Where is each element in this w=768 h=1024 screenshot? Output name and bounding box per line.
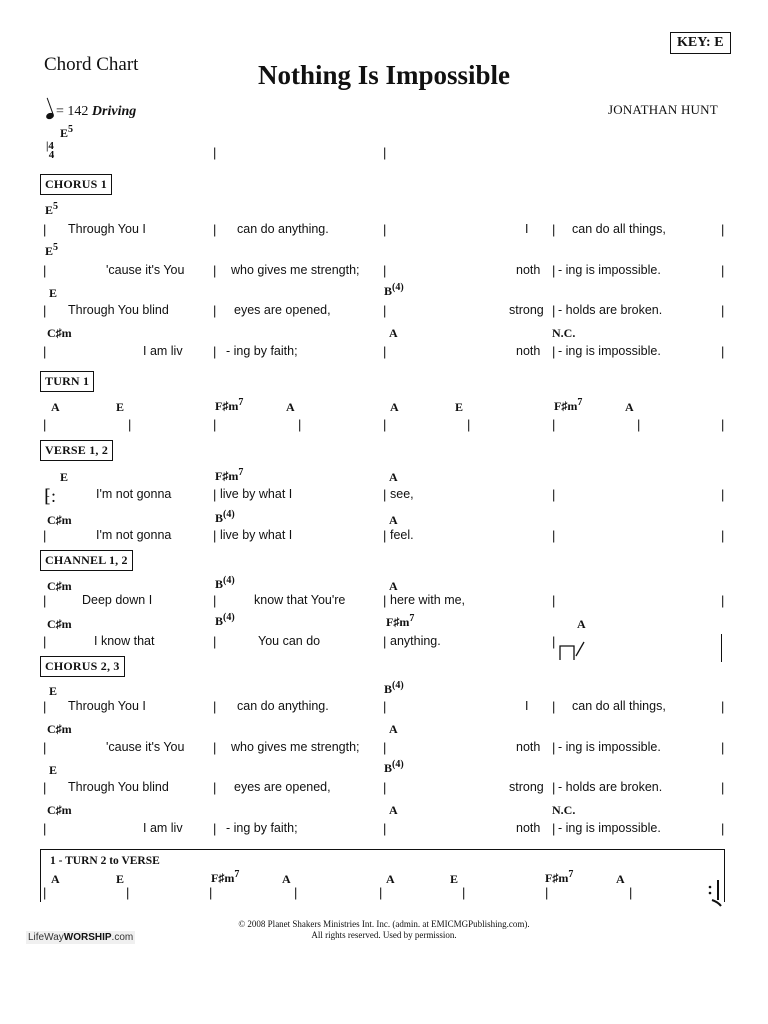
barline: | <box>467 417 471 432</box>
lyric: - ing by faith; <box>226 821 298 835</box>
chord: E <box>116 872 125 886</box>
barline: | <box>721 303 725 318</box>
lyric: I <box>525 222 529 236</box>
lyric: eyes are opened, <box>234 780 331 794</box>
barline: | <box>43 263 47 278</box>
lyric: I'm not gonna <box>96 487 172 501</box>
barline: | <box>552 699 556 714</box>
barline: | <box>43 528 47 543</box>
barline: | <box>637 417 641 432</box>
barline: | <box>552 303 556 318</box>
chord: C♯m <box>47 326 72 340</box>
lyric: who gives me strength; <box>231 740 360 754</box>
barline: | <box>552 487 556 502</box>
chord: $F♯m^7$ <box>215 467 244 483</box>
chord: $F♯m^7$ <box>545 869 574 885</box>
lyric: Through You blind <box>68 780 169 794</box>
chord: $B^{(4)}$ <box>215 509 235 525</box>
lyric: who gives me strength; <box>231 263 360 277</box>
barline: | <box>721 222 725 237</box>
barline: | <box>213 417 217 432</box>
lyric: noth <box>516 263 541 277</box>
chord: N.C. <box>552 803 576 817</box>
chord: A <box>51 400 60 414</box>
chord: C♯m <box>47 803 72 817</box>
chord: A <box>386 872 395 886</box>
ending-label: 1 - TURN 2 to VERSE <box>50 855 160 867</box>
lyric: I'm not gonna <box>96 528 172 542</box>
key-badge: KEY: E <box>670 32 731 54</box>
lyric: live by what I <box>220 487 293 501</box>
copyright-line: © 2008 Planet Shakers Ministries Int. Inc. (admin. at EMICMGPublishing.com). <box>238 919 530 929</box>
chord: $F♯m^7$ <box>215 397 244 413</box>
barline: | <box>213 487 217 502</box>
chord: $B^{(4)}$ <box>384 680 404 696</box>
barline: | <box>383 821 387 836</box>
quarter-note-icon <box>45 112 55 120</box>
barline: | <box>721 487 725 502</box>
barline: | <box>298 417 302 432</box>
chord: $F♯m^7$ <box>211 869 240 885</box>
barline: | <box>552 417 556 432</box>
chord: N.C. <box>552 326 576 340</box>
chord: A <box>616 872 625 886</box>
lyric: - ing is impossible. <box>558 344 661 358</box>
section-label-chorus-2-3: CHORUS 2, 3 <box>40 656 125 677</box>
barline: | <box>552 780 556 795</box>
barline: | <box>43 634 47 649</box>
barline: | <box>383 222 387 237</box>
composer-name: JONATHAN HUNT <box>608 102 718 117</box>
barline: | <box>552 821 556 836</box>
barline: | <box>213 821 217 836</box>
barline: | <box>552 634 556 649</box>
chord: $E^5$ <box>60 124 74 140</box>
lyric: - ing is impossible. <box>558 263 661 277</box>
chord: A <box>389 326 398 340</box>
chord: A <box>389 579 398 593</box>
lyric: I know that <box>94 634 155 648</box>
barline: | <box>209 885 213 900</box>
repeat-start-icon: ⁅: <box>44 486 57 506</box>
barline: | <box>43 593 47 608</box>
tempo-value: = 142 <box>56 104 89 119</box>
chord: E <box>49 763 58 777</box>
chord: A <box>389 803 398 817</box>
barline: | <box>721 528 725 543</box>
lyric: You can do <box>258 634 321 648</box>
barline: | <box>43 222 47 237</box>
barline: | <box>383 593 387 608</box>
barline: | <box>128 417 132 432</box>
lyric: eyes are opened, <box>234 303 331 317</box>
chord: A <box>625 400 634 414</box>
barline: | <box>552 593 556 608</box>
barline: | <box>383 344 387 359</box>
barline: | <box>213 699 217 714</box>
chord: A <box>577 617 586 631</box>
barline: | <box>213 222 217 237</box>
barline: | <box>552 222 556 237</box>
barline: | <box>213 344 217 359</box>
barline: | <box>43 780 47 795</box>
barline: | <box>43 303 47 318</box>
lyric: Through You blind <box>68 303 169 317</box>
chord: A <box>286 400 295 414</box>
chord: $B^{(4)}$ <box>384 282 404 298</box>
lyric: can do anything. <box>237 699 329 713</box>
barline: | <box>383 417 387 432</box>
barline: | <box>294 885 298 900</box>
lyric: live by what I <box>220 528 293 542</box>
section-label-chorus-1: CHORUS 1 <box>40 174 112 195</box>
barline: | <box>43 885 47 900</box>
lyric: noth <box>516 344 541 358</box>
chord: E <box>450 872 459 886</box>
barline: | <box>721 740 725 755</box>
lyric: - holds are broken. <box>558 780 663 794</box>
chord: E <box>49 286 58 300</box>
barline: | <box>213 740 217 755</box>
barline: | <box>43 344 47 359</box>
chord: E <box>116 400 125 414</box>
chord: C♯m <box>47 617 72 631</box>
lyric: strong <box>509 780 544 794</box>
chord: $B^{(4)}$ <box>215 575 235 591</box>
lyric: Deep down I <box>82 593 153 607</box>
lyric: I am liv <box>143 821 183 835</box>
barline: | <box>462 885 466 900</box>
barline: | <box>721 780 725 795</box>
barline: | <box>383 303 387 318</box>
lyric: noth <box>516 740 541 754</box>
barline: | <box>721 821 725 836</box>
barline: | <box>721 593 725 608</box>
chord: A <box>389 722 398 736</box>
chord: A <box>390 400 399 414</box>
section-label-verse: VERSE 1, 2 <box>40 440 113 461</box>
barline: | <box>43 821 47 836</box>
lyric: anything. <box>390 634 441 648</box>
barline: | <box>721 699 725 714</box>
barline: | <box>721 417 725 432</box>
section-label-turn-1: TURN 1 <box>40 371 94 392</box>
song-title: Nothing Is Impossible <box>257 60 511 90</box>
chord: A <box>389 513 398 527</box>
lyric: know that You're <box>254 593 346 607</box>
time-signature: |4 4 <box>46 140 55 161</box>
barline: | <box>383 740 387 755</box>
barline: | <box>383 699 387 714</box>
barline: | <box>213 145 217 160</box>
barline: | <box>43 417 47 432</box>
publisher-logo: LifeWayWORSHIP.com <box>28 932 134 943</box>
barline: | <box>43 740 47 755</box>
barline: | <box>721 263 725 278</box>
push-accent-icon <box>558 636 588 662</box>
lyric: - ing is impossible. <box>558 821 661 835</box>
lyric: - ing by faith; <box>226 344 298 358</box>
barline: | <box>383 263 387 278</box>
chord: $F♯m^7$ <box>554 397 583 413</box>
lyric: 'cause it's You <box>106 740 185 754</box>
barline: | <box>383 145 387 160</box>
chord: C♯m <box>47 722 72 736</box>
barline: | <box>383 780 387 795</box>
chord: $B^{(4)}$ <box>384 759 404 775</box>
lyric: - ing is impossible. <box>558 740 661 754</box>
lyric: Through You I <box>68 222 146 236</box>
barline: | <box>721 344 725 359</box>
barline: | <box>383 487 387 502</box>
barline: | <box>552 528 556 543</box>
tempo-style: Driving <box>91 104 137 119</box>
barline: | <box>213 634 217 649</box>
barline: | <box>213 528 217 543</box>
section-label-channel: CHANNEL 1, 2 <box>40 550 133 571</box>
tempo-marking <box>46 104 136 120</box>
lyric: I am liv <box>143 344 183 358</box>
lyric: can do anything. <box>237 222 329 236</box>
lyric: can do all things, <box>572 222 666 236</box>
lyric: here with me, <box>390 593 466 607</box>
lyric: feel. <box>390 528 414 542</box>
barline: | <box>213 593 217 608</box>
barline: | <box>552 740 556 755</box>
barline: | <box>629 885 633 900</box>
lyric: see, <box>390 487 414 501</box>
barline: | <box>383 634 387 649</box>
chord: $E^5$ <box>45 201 59 217</box>
chord: $E^5$ <box>45 242 59 258</box>
barline: | <box>213 303 217 318</box>
chord: A <box>389 470 398 484</box>
barline <box>721 634 722 662</box>
barline: | <box>552 263 556 278</box>
lyric: I <box>525 699 529 713</box>
barline: | <box>213 263 217 278</box>
chord: E <box>455 400 464 414</box>
repeat-end-icon <box>706 878 724 908</box>
barline: | <box>552 344 556 359</box>
lyric: can do all things, <box>572 699 666 713</box>
barline: | <box>379 885 383 900</box>
chord: C♯m <box>47 513 72 527</box>
lyric: Through You I <box>68 699 146 713</box>
barline: | <box>383 528 387 543</box>
chord: E <box>49 684 58 698</box>
chord: E <box>60 470 69 484</box>
chord: A <box>51 872 60 886</box>
chord: C♯m <box>47 579 72 593</box>
lyric: 'cause it's You <box>106 263 185 277</box>
chord: $B^{(4)}$ <box>215 612 235 628</box>
lyric: strong <box>509 303 544 317</box>
chord: A <box>282 872 291 886</box>
lyric: noth <box>516 821 541 835</box>
barline: | <box>126 885 130 900</box>
lyric: - holds are broken. <box>558 303 663 317</box>
chart-type-label: Chord Chart <box>44 54 139 75</box>
barline: | <box>43 699 47 714</box>
chord: $F♯m^7$ <box>386 613 415 629</box>
barline: | <box>545 885 549 900</box>
rights-line: All rights reserved. Used by permission. <box>311 930 457 940</box>
barline: | <box>213 780 217 795</box>
